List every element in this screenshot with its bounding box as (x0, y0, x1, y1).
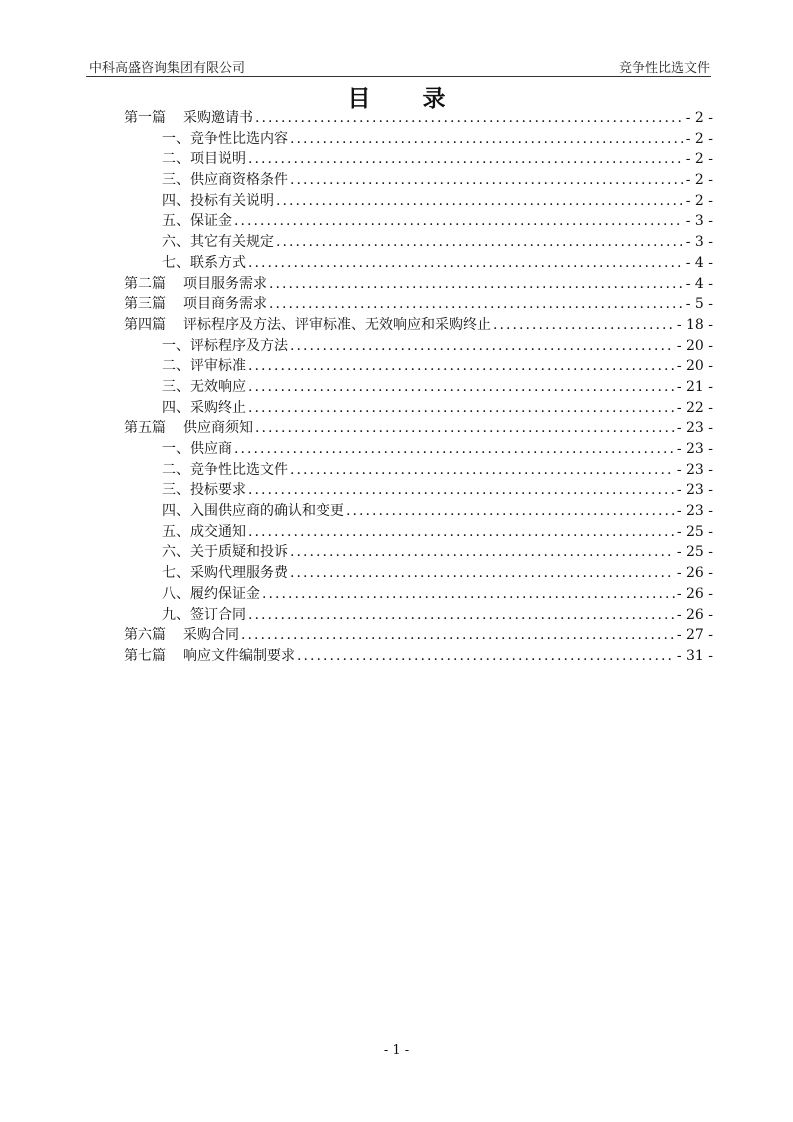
toc-page-number: - 23 - (676, 482, 713, 499)
toc-entry-part[interactable] (124, 315, 713, 336)
toc-dot-leader (297, 646, 675, 667)
toc-dot-leader (248, 398, 675, 419)
toc-entry-label (162, 149, 246, 170)
toc-entry-title: 项目服务需求 (183, 275, 267, 292)
toc-page-number: - 26 - (676, 585, 713, 602)
toc-dot-leader (248, 253, 684, 274)
toc-dot-leader (290, 542, 675, 563)
toc-dot-leader (290, 563, 675, 584)
toc-entry-label (162, 522, 246, 543)
toc-entry-title: 四、投标有关说明 (162, 192, 274, 209)
toc-entry-title: 二、评审标准 (162, 358, 246, 375)
toc-page-number: - 5 - (685, 296, 713, 313)
toc-page-number: - 22 - (676, 399, 713, 416)
toc-page-number: - 18 - (676, 316, 713, 333)
toc-entry-label (162, 336, 288, 357)
toc-entry-section[interactable] (124, 170, 713, 191)
toc-entry-title: 六、关于质疑和投诉 (162, 544, 288, 561)
toc-entry-title: 二、竞争性比选文件 (162, 461, 288, 478)
toc-page-number: - 2 - (685, 130, 713, 147)
toc-dot-leader (269, 274, 684, 295)
toc-page-number: - 2 - (685, 110, 713, 126)
toc-entry-section[interactable] (124, 460, 713, 481)
toc-entry-label (124, 294, 267, 315)
toc-entry-title: 响应文件编制要求 (183, 647, 295, 664)
toc-part-number: 第五篇 (124, 420, 166, 437)
toc-page-number: - 21 - (676, 378, 713, 395)
toc-entry-label (162, 398, 246, 419)
toc-page-number: - 23 - (676, 503, 713, 520)
footer-page-number: - 1 - (383, 1043, 410, 1058)
toc-entry-title: 供应商须知 (183, 420, 253, 437)
toc-page-number: - 3 - (685, 213, 713, 230)
toc-entry-label (162, 129, 288, 150)
toc-entry-label (162, 584, 260, 605)
toc-page-number: - 2 - (685, 172, 713, 189)
toc-entry-title: 四、采购终止 (162, 399, 246, 416)
toc-entry-title: 一、供应商 (162, 441, 232, 457)
toc-entry-section[interactable] (124, 480, 713, 501)
toc-entry-label (162, 460, 288, 481)
toc-dot-leader (241, 625, 675, 646)
toc-entry-label (162, 191, 274, 212)
header-company-name: 中科高盛咨询集团有限公司 (89, 61, 246, 76)
toc-page-number: - 27 - (676, 627, 713, 644)
toc-entry-title: 采购邀请书 (183, 110, 253, 126)
toc-dot-leader (255, 108, 684, 129)
toc-title: 目 录 (347, 86, 468, 112)
toc-dot-leader (248, 522, 675, 543)
toc-entry-title: 三、无效响应 (162, 378, 246, 395)
toc-entry-label (162, 253, 246, 274)
toc-part-number: 第七篇 (124, 647, 166, 664)
toc-entry-label (124, 108, 253, 129)
toc-page-number: - 2 - (685, 151, 713, 168)
toc-entry-section[interactable] (124, 253, 713, 274)
toc-dot-leader (248, 480, 675, 501)
toc-entry-label (162, 563, 288, 584)
toc-entry-label (162, 439, 232, 460)
toc-dot-leader (290, 170, 684, 191)
toc-entry-part[interactable] (124, 646, 713, 667)
toc-entry-label (162, 211, 232, 232)
toc-entry-label (162, 232, 274, 253)
toc-entry-part[interactable] (124, 274, 713, 295)
toc-page-number: - 3 - (685, 234, 713, 251)
toc-entry-section[interactable] (124, 129, 713, 150)
toc-dot-leader (234, 439, 675, 460)
toc-entry-label (124, 274, 267, 295)
toc-entry-title: 五、成交通知 (162, 523, 246, 540)
toc-entry-label (162, 542, 288, 563)
toc-entry-section[interactable] (124, 398, 713, 419)
toc-dot-leader (290, 460, 675, 481)
toc-entry-label (162, 170, 288, 191)
toc-entry-section[interactable] (124, 605, 713, 626)
toc-entry-label (162, 605, 246, 626)
toc-entry-title: 七、联系方式 (162, 254, 246, 271)
toc-entry-title: 采购合同 (183, 627, 239, 644)
header-document-type: 竞争性比选文件 (618, 61, 710, 76)
toc-dot-leader (255, 418, 675, 439)
toc-entry-title: 三、供应商资格条件 (162, 172, 288, 189)
toc-entry-title: 一、竞争性比选内容 (162, 130, 288, 147)
toc-dot-leader (290, 336, 675, 357)
toc-entry-title: 八、履约保证金 (162, 585, 260, 602)
toc-dot-leader (276, 191, 684, 212)
toc-entry-title: 三、投标要求 (162, 482, 246, 499)
toc-dot-leader (234, 211, 684, 232)
header-divider (86, 76, 711, 77)
toc-part-number: 第二篇 (124, 275, 166, 292)
toc-page-number: - 23 - (676, 461, 713, 478)
toc-entry-section[interactable] (124, 522, 713, 543)
toc-dot-leader (248, 149, 684, 170)
toc-entry-section[interactable] (124, 336, 713, 357)
toc-entry-title: 七、采购代理服务费 (162, 565, 288, 582)
toc-entry-title: 五、保证金 (162, 213, 232, 230)
toc-entry-label (124, 646, 295, 667)
toc-entry-title: 项目商务需求 (183, 296, 267, 313)
toc-entry-part[interactable] (124, 418, 713, 439)
toc-page-number: - 26 - (676, 606, 713, 623)
toc-entry-part[interactable] (124, 108, 713, 129)
toc-page-number: - 23 - (676, 441, 713, 457)
toc-entry-label (124, 315, 491, 336)
toc-entry-title: 一、评标程序及方法 (162, 337, 288, 354)
toc-entry-label (124, 625, 239, 646)
toc-page-number: - 26 - (676, 565, 713, 582)
toc-entry-section[interactable] (124, 232, 713, 253)
toc-dot-leader (276, 232, 684, 253)
toc-entry-section[interactable] (124, 439, 713, 460)
toc-page-number: - 25 - (676, 523, 713, 540)
toc-entry-label (124, 418, 253, 439)
toc-dot-leader (346, 501, 675, 522)
toc-entry-section[interactable] (124, 211, 713, 232)
toc-entry-section[interactable] (124, 584, 713, 605)
toc-entry-title: 二、项目说明 (162, 151, 246, 168)
toc-page-number: - 4 - (685, 254, 713, 271)
toc-page-number: - 23 - (676, 420, 713, 437)
toc-entry-section[interactable] (124, 149, 713, 170)
toc-dot-leader (248, 356, 675, 377)
toc-entry-section[interactable] (124, 356, 713, 377)
toc-dot-leader (248, 377, 675, 398)
toc-part-number: 第三篇 (124, 296, 166, 313)
toc-entry-label (162, 377, 246, 398)
toc-entry-title: 六、其它有关规定 (162, 234, 274, 251)
toc-entry-section[interactable] (124, 542, 713, 563)
toc-entry-label (162, 501, 344, 522)
toc-entry-part[interactable] (124, 294, 713, 315)
toc-entry-part[interactable] (124, 625, 713, 646)
toc-part-number: 第一篇 (124, 110, 166, 126)
toc-dot-leader (290, 129, 684, 150)
toc-dot-leader (262, 584, 675, 605)
toc-entry-section[interactable] (124, 563, 713, 584)
toc-entry-label (162, 356, 246, 377)
toc-dot-leader (269, 294, 684, 315)
table-of-contents (124, 108, 713, 667)
toc-page-number: - 31 - (676, 647, 713, 664)
toc-entry-title: 四、入围供应商的确认和变更 (162, 503, 344, 520)
toc-page-number: - 20 - (676, 358, 713, 375)
toc-entry-section[interactable] (124, 191, 713, 212)
toc-page-number: - 20 - (676, 337, 713, 354)
toc-entry-section[interactable] (124, 501, 713, 522)
toc-page-number: - 25 - (676, 544, 713, 561)
toc-dot-leader (248, 605, 675, 626)
toc-part-number: 第四篇 (124, 316, 166, 333)
toc-part-number: 第六篇 (124, 627, 166, 644)
toc-entry-title: 评标程序及方法、评审标准、无效响应和采购终止 (183, 316, 491, 333)
toc-dot-leader (493, 315, 675, 336)
toc-entry-title: 九、签订合同 (162, 606, 246, 623)
toc-entry-section[interactable] (124, 377, 713, 398)
toc-page-number: - 4 - (685, 275, 713, 292)
toc-page-number: - 2 - (685, 192, 713, 209)
toc-entry-label (162, 480, 246, 501)
